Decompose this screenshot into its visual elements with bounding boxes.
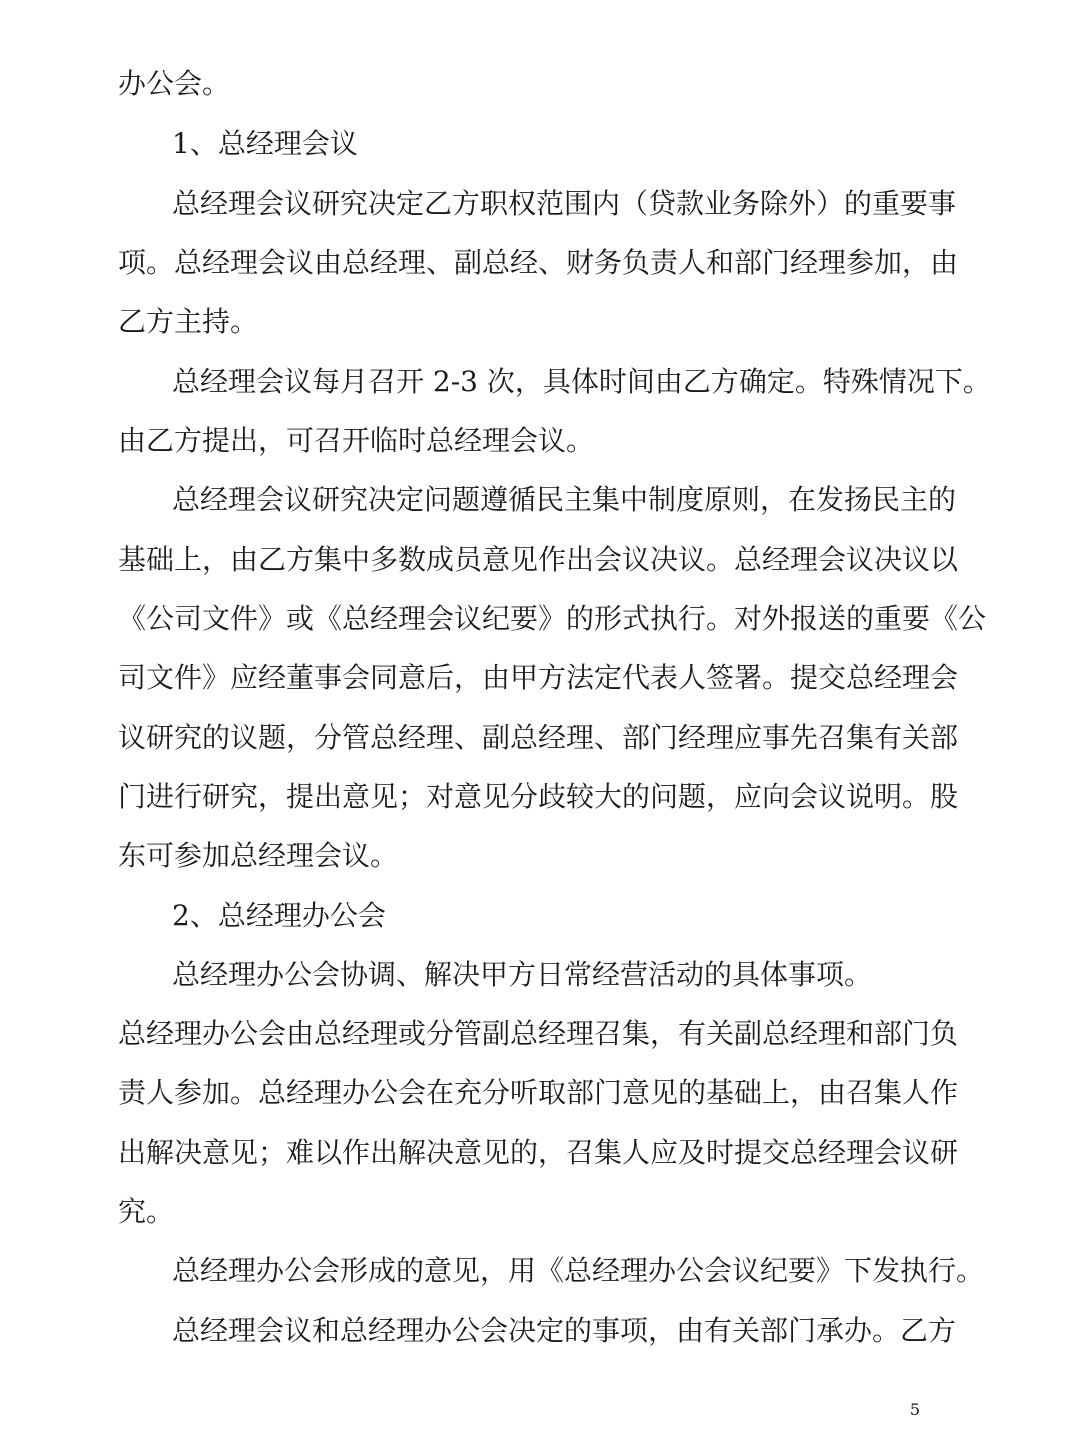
text-line: 《公司文件》或《总经理会议纪要》的形式执行。对外报送的重要《公 [118,602,987,635]
text-line: 总经理办公会协调、解决甲方日常经营活动的具体事项。 [172,958,873,991]
text-line: 基础上，由乙方集中多数成员意见作出会议决议。总经理会议决议以 [118,543,959,576]
text-line: 门进行研究，提出意见；对意见分歧较大的问题，应向会议说明。股 [118,780,959,813]
text-line: 究。 [118,1195,175,1228]
text-line: 司文件》应经董事会同意后，由甲方法定代表人签署。提交总经理会 [118,661,959,694]
page-number: 5 [909,1400,920,1419]
text-line: 总经理会议和总经理办公会决定的事项，由有关部门承办。乙方 [172,1314,957,1347]
text-line: 议研究的议题，分管总经理、副总经理、部门经理应事先召集有关部 [118,721,959,754]
text-line: 由乙方提出，可召开临时总经理会议。 [118,424,595,457]
text-line: 总经理会议研究决定问题遵循民主集中制度原则，在发扬民主的 [172,483,957,516]
text-line: 总经理办公会形成的意见，用《总经理办公会议纪要》下发执行。 [172,1254,985,1287]
text-line: 总经理会议每月召开 2-3 次，具体时间由乙方确定。特殊情况下。 [172,365,991,398]
text-line: 出解决意见；难以作出解决意见的，召集人应及时提交总经理会议研 [118,1136,959,1169]
text-line: 总经理办公会由总经理或分管副总经理召集，有关副总经理和部门负 [118,1017,959,1050]
text-line: 责人参加。总经理办公会在充分听取部门意见的基础上，由召集人作 [118,1076,959,1109]
section-heading: 2、总经理办公会 [172,899,386,932]
text-line: 总经理会议研究决定乙方职权范围内（贷款业务除外）的重要事 [172,187,957,220]
text-line: 项。总经理会议由总经理、副总经、财务负责人和部门经理参加，由 [118,246,959,279]
text-line: 东可参加总经理会议。 [118,839,399,872]
section-heading: 1、总经理会议 [172,127,358,160]
text-line: 乙方主持。 [118,305,259,338]
text-line: 办公会。 [118,67,231,100]
